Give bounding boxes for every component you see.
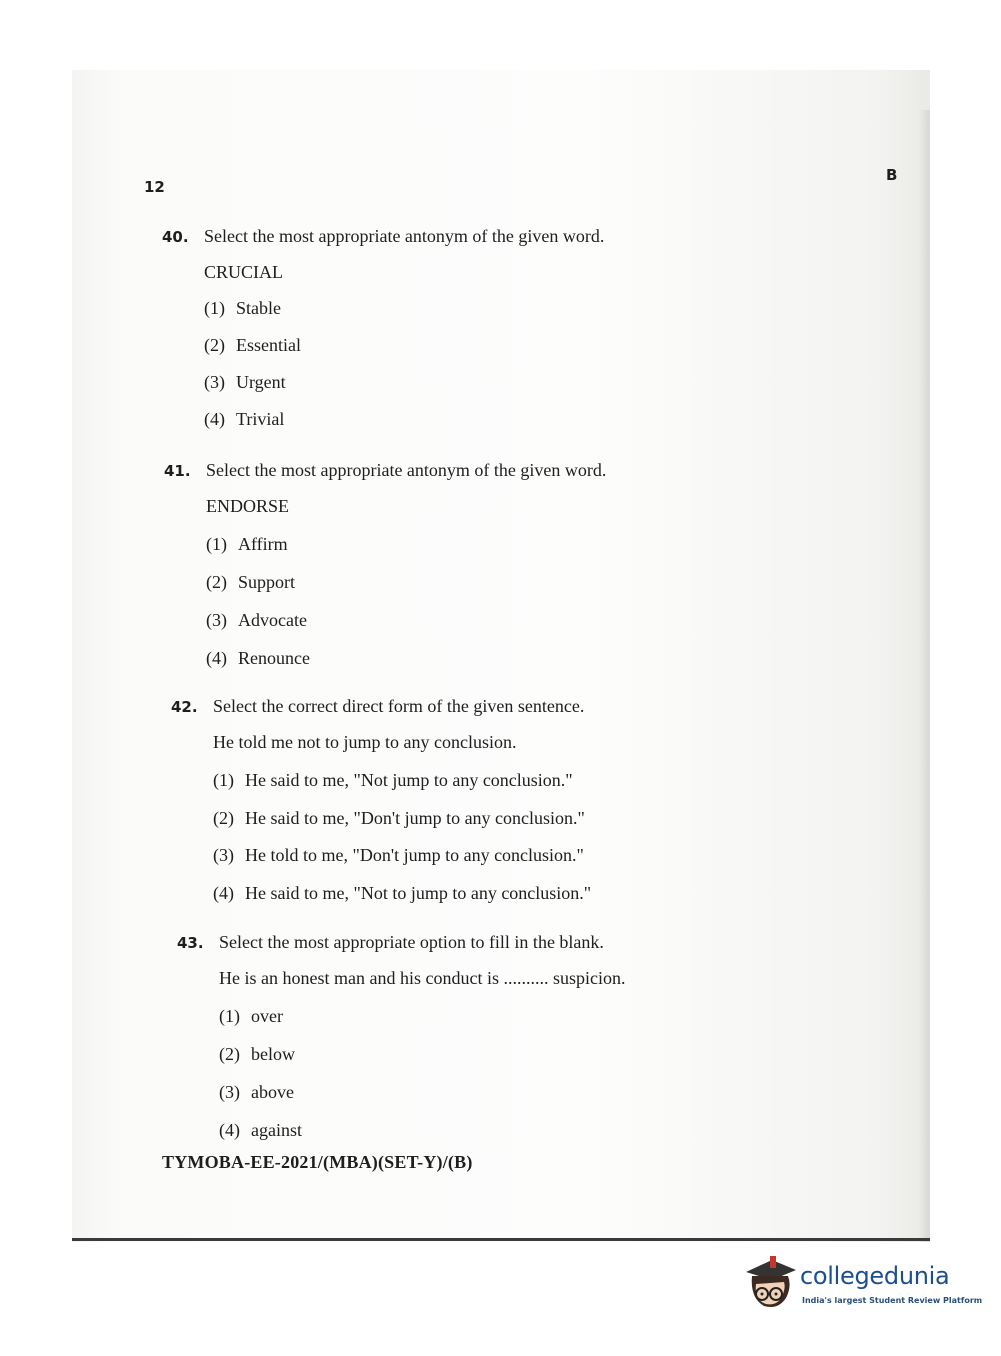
option-number: (3) xyxy=(219,1082,240,1102)
option-text: Stable xyxy=(236,298,281,318)
question-stem: CRUCIAL xyxy=(204,262,284,282)
option-number: (2) xyxy=(206,572,227,592)
option-4 xyxy=(206,648,310,669)
option-1 xyxy=(204,298,281,319)
brand-name: collegedunia xyxy=(800,1262,950,1290)
question-stem: He is an honest man and his conduct is .......... suspicion. xyxy=(219,968,626,988)
question-text: Select the most appropriate antonym of the given word. xyxy=(204,226,605,246)
question-stem: ENDORSE xyxy=(206,496,290,516)
question-text: Select the correct direct form of the given sentence. xyxy=(213,696,585,716)
option-number: (4) xyxy=(219,1120,240,1140)
option-text: He said to me, "Don't jump to any conclusion." xyxy=(245,808,585,828)
option-text: against xyxy=(251,1120,302,1140)
option-text: He said to me, "Not jump to any conclusion." xyxy=(245,770,573,790)
option-3 xyxy=(204,372,286,393)
option-number: (4) xyxy=(204,409,225,429)
mascot-icon xyxy=(742,1254,798,1312)
option-number: (3) xyxy=(204,372,225,392)
option-3 xyxy=(219,1082,294,1103)
question-number: 42. xyxy=(171,698,198,716)
option-2 xyxy=(204,335,301,356)
option-text: over xyxy=(251,1006,283,1026)
option-number: (4) xyxy=(206,648,227,668)
option-number: (1) xyxy=(213,770,234,790)
question-stem: He told me not to jump to any conclusion. xyxy=(213,732,517,752)
option-3 xyxy=(206,610,307,631)
option-2 xyxy=(219,1044,295,1065)
option-number: (4) xyxy=(213,883,234,903)
question-number: 41. xyxy=(164,462,191,480)
option-number: (1) xyxy=(206,534,227,554)
option-text: He told to me, "Don't jump to any conclusion." xyxy=(245,845,584,865)
option-1 xyxy=(206,534,288,555)
page-edge-shadow xyxy=(918,110,930,1242)
option-text: below xyxy=(251,1044,295,1064)
option-number: (2) xyxy=(219,1044,240,1064)
option-number: (3) xyxy=(206,610,227,630)
option-text: above xyxy=(251,1082,294,1102)
option-4 xyxy=(213,883,591,904)
question-text: Select the most appropriate antonym of the given word. xyxy=(206,460,607,480)
option-number: (1) xyxy=(219,1006,240,1026)
paper-code-footer: TYMOBA-EE-2021/(MBA)(SET-Y)/(B) xyxy=(162,1152,473,1172)
option-3 xyxy=(213,845,584,866)
option-text: Support xyxy=(238,572,296,592)
option-number: (2) xyxy=(204,335,225,355)
question-number: 43. xyxy=(177,934,204,952)
option-text: Advocate xyxy=(238,610,307,630)
option-1 xyxy=(213,770,573,791)
option-text: Affirm xyxy=(238,534,288,554)
page-number: 12 xyxy=(144,178,165,196)
option-2 xyxy=(213,808,585,829)
option-text: Renounce xyxy=(238,648,310,668)
option-2 xyxy=(206,572,295,593)
option-4 xyxy=(219,1120,302,1141)
option-number: (3) xyxy=(213,845,234,865)
question-text: Select the most appropriate option to fill in the blank. xyxy=(219,932,604,952)
question-number: 40. xyxy=(162,228,189,246)
option-4 xyxy=(204,409,284,430)
option-text: Essential xyxy=(236,335,301,355)
option-text: Urgent xyxy=(236,372,286,392)
set-letter: B xyxy=(886,166,898,184)
option-number: (2) xyxy=(213,808,234,828)
option-1 xyxy=(219,1006,283,1027)
option-text: Trivial xyxy=(236,409,285,429)
option-text: He said to me, "Not to jump to any conclusion." xyxy=(245,883,592,903)
page-bottom-edge xyxy=(72,1238,930,1241)
option-number: (1) xyxy=(204,298,225,318)
collegedunia-logo[interactable] xyxy=(742,1250,983,1316)
brand-tagline: India's largest Student Review Platform xyxy=(802,1296,983,1305)
